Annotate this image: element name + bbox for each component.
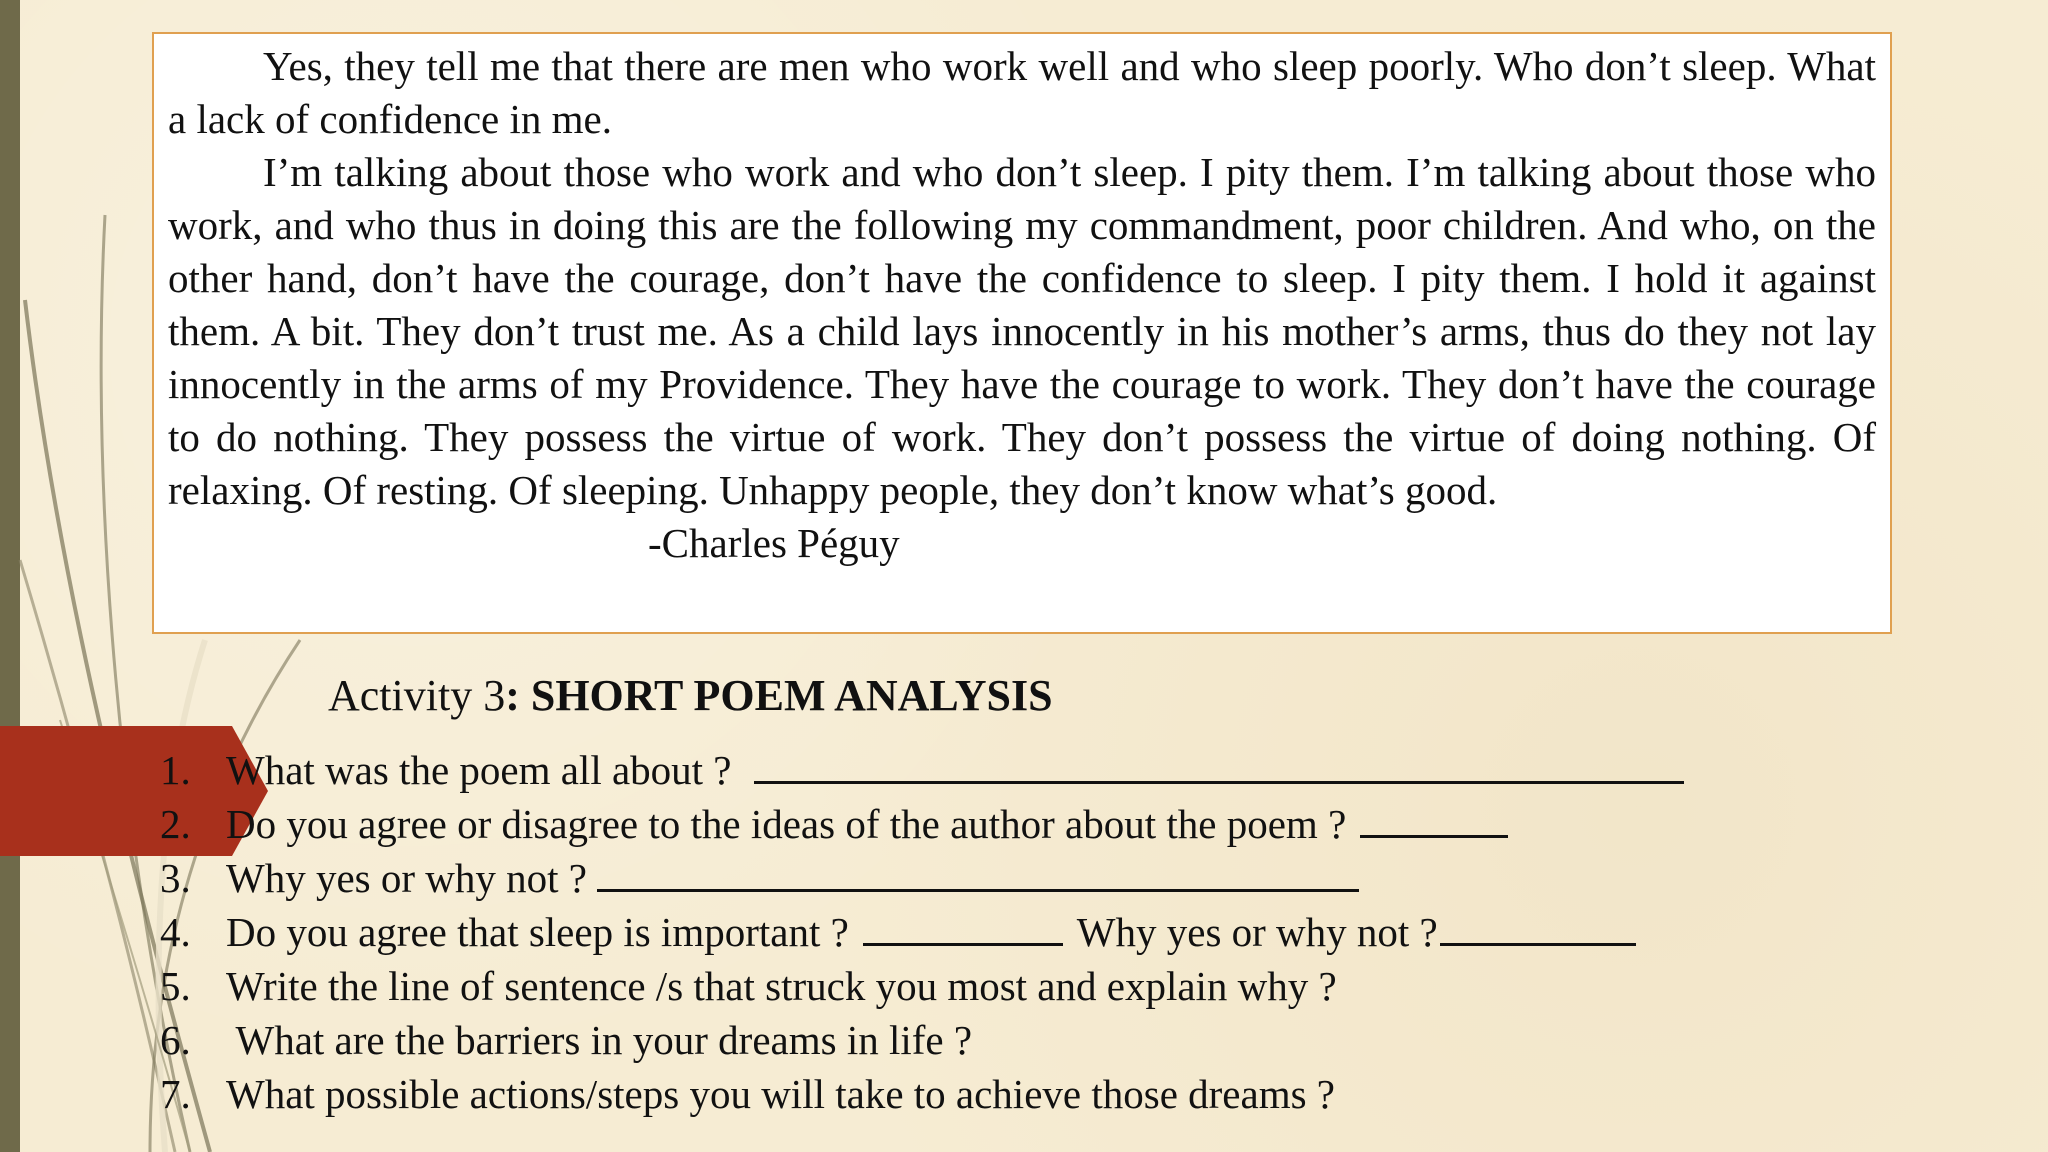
quote-paragraph-2: I’m talking about those who work and who don’t sleep. I pity them. I’m talking about those who work, and who thus in doing this are the following my commandment, poor children. And who, on the other hand, don’t have the courage, don’t have the confidence to sleep. I pity them. I hold it against them. A bit. They don’t trust me. As a child lays innocently in his mother’s arms, thus do they not lay innocently in the arms of my Providence. They have the courage to work. They don’t have the courage to do nothing. They possess the virtue of work. They don’t possess the virtue of doing nothing. Of relaxing. Of resting. Of sleeping. Unhappy people, they don’t know what’s good. [168,149,1876,513]
quote-author: -Charles Péguy [648,520,900,566]
quote-paragraph-1: Yes, they tell me that there are men who work well and who sleep poorly. Who don’t sleep. What a lack of confidence in me. [168,43,1876,142]
question-number: 3. [160,855,191,901]
question-item [160,851,1684,905]
question-list [160,743,1684,1121]
question-number: 1. [160,747,191,793]
activity-heading [328,668,1053,724]
question-number: 2. [160,801,191,847]
answer-blank[interactable] [1440,905,1636,946]
question-number: 6. [160,1017,191,1063]
answer-blank[interactable] [597,851,1359,892]
question-text: Do you agree or disagree to the ideas of the author about the poem ? [226,801,1347,847]
question-text: What was the poem all about ? [226,747,732,793]
activity-title: : SHORT POEM ANALYSIS [505,671,1053,720]
question-text-secondary: Why yes or why not ? [1076,909,1438,955]
question-text: Why yes or why not ? [226,855,587,901]
question-text: What possible actions/steps you will take to achieve those dreams ? [226,1071,1335,1117]
question-text: Write the line of sentence /s that struck you most and explain why ? [226,963,1337,1009]
question-text: What are the barriers in your dreams in life ? [226,1017,973,1063]
question-item [160,1013,1684,1067]
quote-box [152,32,1892,634]
question-number: 5. [160,963,191,1009]
question-number: 4. [160,909,191,955]
question-item [160,743,1684,797]
question-item [160,1067,1684,1121]
question-item [160,797,1684,851]
answer-blank[interactable] [1360,797,1508,838]
question-item [160,959,1684,1013]
question-item [160,905,1684,959]
answer-blank[interactable] [754,743,1684,784]
activity-prefix: Activity 3 [328,671,506,720]
question-text: Do you agree that sleep is important ? [226,909,849,955]
answer-blank[interactable] [863,905,1063,946]
question-number: 7. [160,1071,191,1117]
